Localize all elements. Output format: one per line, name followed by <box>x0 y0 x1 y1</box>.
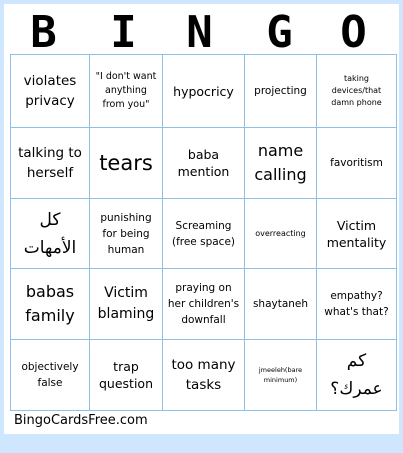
bingo-cell[interactable] <box>245 340 317 411</box>
cell-text: hypocricy <box>173 83 234 99</box>
header-letter-b: B <box>30 7 57 58</box>
bingo-cell[interactable] <box>163 269 245 340</box>
cell-text: objectively false <box>21 361 79 389</box>
cell-text: favoritism <box>330 157 383 169</box>
cell-text: shaytaneh <box>252 298 309 310</box>
cell-text: taking devices/that damn phone <box>331 74 382 107</box>
cell-text: overreacting <box>255 228 306 238</box>
bingo-grid <box>10 54 397 411</box>
cell-text: talking to herself <box>18 145 82 181</box>
bingo-cell[interactable] <box>245 269 317 340</box>
cell-text: كم عمرك؟ <box>330 351 383 399</box>
cell-text: trap question <box>98 359 153 391</box>
bingo-cell[interactable] <box>90 55 163 128</box>
bingo-cell[interactable] <box>163 55 245 128</box>
bingo-cell[interactable] <box>90 340 163 411</box>
cell-text: violates privacy <box>23 73 77 109</box>
bingo-cell[interactable] <box>11 269 90 340</box>
cell-text: punishing for being human <box>100 211 152 256</box>
cell-text: Screaming (free space) <box>171 219 236 248</box>
bingo-cell[interactable] <box>317 128 397 199</box>
cell-text: "I don't want anything from you" <box>95 71 157 110</box>
cell-text: Victim blaming <box>97 285 155 322</box>
bingo-cell[interactable] <box>11 199 90 269</box>
bingo-cell[interactable] <box>11 55 90 128</box>
cell-text: empathy? what's that? <box>324 290 389 318</box>
bingo-cell[interactable] <box>11 340 90 411</box>
bingo-cell[interactable] <box>90 128 163 199</box>
cell-text: baba mention <box>177 147 230 179</box>
bingo-cell[interactable] <box>163 128 245 199</box>
bingo-cell[interactable] <box>90 269 163 340</box>
cell-text: tears <box>99 151 153 175</box>
bingo-cell[interactable] <box>245 55 317 128</box>
bingo-cell[interactable] <box>317 269 397 340</box>
bingo-cell[interactable] <box>163 199 245 269</box>
bingo-cell[interactable] <box>317 340 397 411</box>
bingo-card <box>4 4 399 434</box>
cell-text: Victim mentality <box>326 217 387 250</box>
cell-text: too many tasks <box>171 357 236 393</box>
cell-text: name calling <box>254 141 307 184</box>
cell-text: praying on her children's downfall <box>167 282 240 326</box>
bingo-header <box>4 4 399 56</box>
bingo-cell[interactable] <box>90 199 163 269</box>
header-letter-o: O <box>340 7 367 58</box>
header-letter-n: N <box>186 7 213 58</box>
bingo-cell[interactable] <box>317 199 397 269</box>
header-letter-g: G <box>266 7 293 58</box>
bingo-cell[interactable] <box>317 55 397 128</box>
cell-text: jmeeleh(bare minimum) <box>258 366 303 384</box>
cell-text: projecting <box>254 85 307 97</box>
bingo-cell[interactable] <box>245 199 317 269</box>
site-credit: BingoCardsFree.com <box>14 413 148 428</box>
header-letter-i: I <box>110 7 137 58</box>
bingo-cell[interactable] <box>245 128 317 199</box>
cell-text: كل الأمهات <box>23 209 77 258</box>
bingo-cell[interactable] <box>11 128 90 199</box>
bingo-cell[interactable] <box>163 340 245 411</box>
cell-text: babas family <box>25 282 75 325</box>
